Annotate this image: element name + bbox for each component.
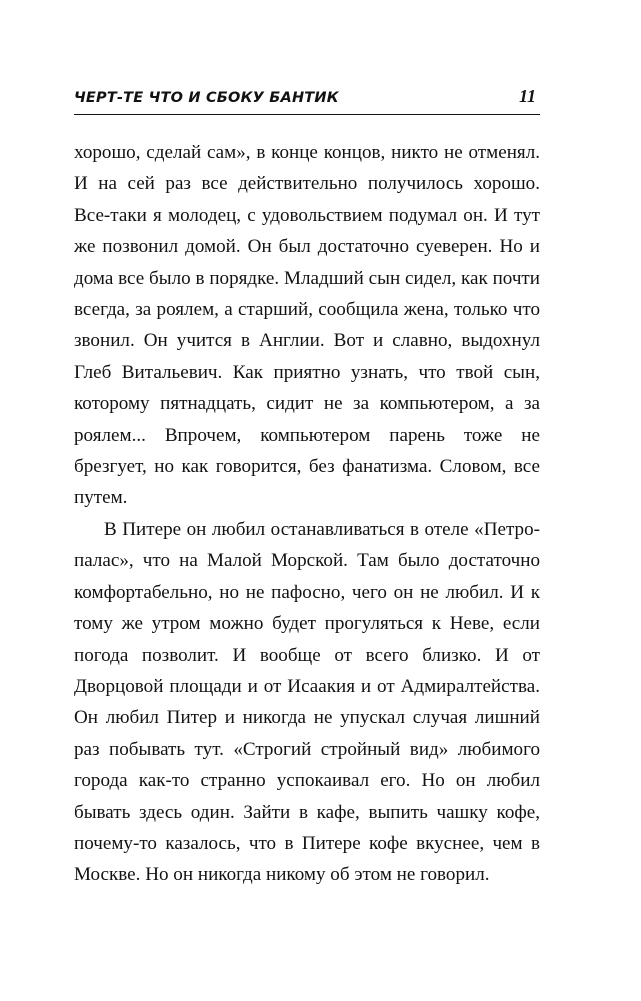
running-head [74,86,540,115]
page-content [74,86,540,891]
paragraph: хорошо, сделай сам», в конце концов, никто не отменял. И на сей раз все действительно получилось хорошо. Все-таки я молодец, с удовольствием подумал он. И тут же позвонил домой. Он был достаточно суеверен. Но и дома все было в порядке. Младший сын сидел, как почти всегда, за роялем, а старший, сообщила жена, только что звонил. Он учится в Англии. Вот и славно, выдохнул Глеб Витальевич. Как приятно узнать, что твой сын, которому пятнадцать, сидит не за компьютером, а за роялем... Впрочем, компьютером парень тоже не брезгует, но как говорится, без фанатизма. Словом, все путем. [74,142,540,509]
paragraph: В Питере он любил останавливаться в отеле «Петро-палас», что на Малой Морской. Там было достаточно комфортабельно, но не пафосно, чего он не любил. И к тому же утром можно будет прогуляться к Неве, если погода позволит. И вообще от всего близко. И от Дворцовой площади и от Исаакия и от Адмиралтейства. Он любил Питер и никогда не упускал случая лишний раз побывать тут. «Строгий стройный вид» любимого города как-то странно успокаивал его. Но он любил бывать здесь один. Зайти в кафе, выпить чашку кофе, почему-то казалось, что в Питере кофе вкуснее, чем в Москве. Но он никогда никому об этом не говорил. [74,518,540,886]
body-text [74,137,540,891]
running-head-title: ЧЕРТ-ТЕ ЧТО И СБОКУ БАНТИК [74,90,339,106]
page-number: 11 [518,86,536,106]
